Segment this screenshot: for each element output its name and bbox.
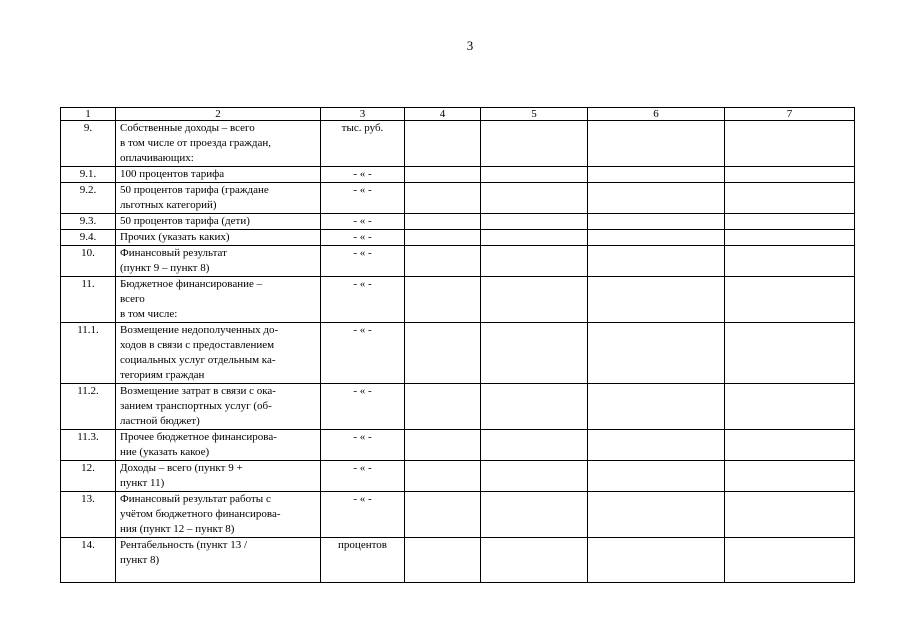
row-number: 13. xyxy=(61,492,116,538)
row-unit: - « - xyxy=(321,492,405,538)
row-number: 10. xyxy=(61,246,116,277)
table-row xyxy=(61,323,855,384)
empty-value-cell xyxy=(588,323,725,384)
row-unit: - « - xyxy=(321,461,405,492)
empty-value-cell xyxy=(405,430,481,461)
empty-value-cell xyxy=(405,214,481,230)
column-header: 4 xyxy=(405,108,481,121)
row-number: 9. xyxy=(61,121,116,167)
empty-value-cell xyxy=(405,384,481,430)
column-header: 6 xyxy=(588,108,725,121)
row-name: Бюджетное финансирование – всего в том числе: xyxy=(116,277,321,323)
empty-value-cell xyxy=(588,430,725,461)
empty-value-cell xyxy=(405,461,481,492)
row-unit: - « - xyxy=(321,430,405,461)
table-row xyxy=(61,246,855,277)
row-name: Прочих (указать каких) xyxy=(116,230,321,246)
row-number: 9.2. xyxy=(61,183,116,214)
row-unit: тыс. руб. xyxy=(321,121,405,167)
empty-value-cell xyxy=(481,167,588,183)
row-number: 11. xyxy=(61,277,116,323)
row-name: Рентабельность (пункт 13 / пункт 8) xyxy=(116,538,321,583)
empty-value-cell xyxy=(481,214,588,230)
table-row xyxy=(61,277,855,323)
empty-value-cell xyxy=(481,277,588,323)
empty-value-cell xyxy=(405,230,481,246)
empty-value-cell xyxy=(481,384,588,430)
row-unit: - « - xyxy=(321,277,405,323)
empty-value-cell xyxy=(481,323,588,384)
empty-value-cell xyxy=(405,121,481,167)
report-table xyxy=(60,107,855,583)
empty-value-cell xyxy=(725,214,855,230)
empty-value-cell xyxy=(725,430,855,461)
row-number: 9.3. xyxy=(61,214,116,230)
empty-value-cell xyxy=(405,167,481,183)
table-row xyxy=(61,461,855,492)
row-unit: - « - xyxy=(321,323,405,384)
page-number: 3 xyxy=(466,38,474,53)
row-name: Собственные доходы – всего в том числе от проезда граждан, оплачивающих: xyxy=(116,121,321,167)
empty-value-cell xyxy=(725,461,855,492)
row-number: 9.4. xyxy=(61,230,116,246)
empty-value-cell xyxy=(588,277,725,323)
row-name: 50 процентов тарифа (дети) xyxy=(116,214,321,230)
empty-value-cell xyxy=(588,384,725,430)
empty-value-cell xyxy=(481,492,588,538)
empty-value-cell xyxy=(588,230,725,246)
table-row xyxy=(61,167,855,183)
empty-value-cell xyxy=(588,461,725,492)
empty-value-cell xyxy=(725,538,855,583)
empty-value-cell xyxy=(725,121,855,167)
row-name: 50 процентов тарифа (граждане льготных категорий) xyxy=(116,183,321,214)
column-header: 2 xyxy=(116,108,321,121)
table-row xyxy=(61,492,855,538)
row-name: Прочее бюджетное финансирова- ние (указать какое) xyxy=(116,430,321,461)
empty-value-cell xyxy=(405,492,481,538)
empty-value-cell xyxy=(405,246,481,277)
empty-value-cell xyxy=(481,183,588,214)
empty-value-cell xyxy=(481,538,588,583)
empty-value-cell xyxy=(588,214,725,230)
empty-value-cell xyxy=(405,323,481,384)
empty-value-cell xyxy=(481,430,588,461)
empty-value-cell xyxy=(405,183,481,214)
empty-value-cell xyxy=(588,121,725,167)
row-unit: - « - xyxy=(321,384,405,430)
row-unit: - « - xyxy=(321,183,405,214)
empty-value-cell xyxy=(725,183,855,214)
table-row xyxy=(61,384,855,430)
row-unit: - « - xyxy=(321,230,405,246)
table-row xyxy=(61,121,855,167)
empty-value-cell xyxy=(588,167,725,183)
empty-value-cell xyxy=(481,121,588,167)
empty-value-cell xyxy=(481,230,588,246)
empty-value-cell xyxy=(405,277,481,323)
row-unit: процентов xyxy=(321,538,405,583)
empty-value-cell xyxy=(725,277,855,323)
empty-value-cell xyxy=(725,492,855,538)
empty-value-cell xyxy=(405,538,481,583)
empty-value-cell xyxy=(588,246,725,277)
empty-value-cell xyxy=(588,492,725,538)
row-number: 11.1. xyxy=(61,323,116,384)
column-header: 5 xyxy=(481,108,588,121)
column-header: 7 xyxy=(725,108,855,121)
row-unit: - « - xyxy=(321,214,405,230)
column-header: 3 xyxy=(321,108,405,121)
empty-value-cell xyxy=(481,461,588,492)
row-unit: - « - xyxy=(321,246,405,277)
table-row xyxy=(61,183,855,214)
row-name: 100 процентов тарифа xyxy=(116,167,321,183)
table-row xyxy=(61,538,855,583)
table-row xyxy=(61,230,855,246)
row-number: 11.3. xyxy=(61,430,116,461)
empty-value-cell xyxy=(725,167,855,183)
column-number-row xyxy=(61,108,855,121)
row-name: Доходы – всего (пункт 9 + пункт 11) xyxy=(116,461,321,492)
row-number: 11.2. xyxy=(61,384,116,430)
empty-value-cell xyxy=(725,246,855,277)
empty-value-cell xyxy=(588,183,725,214)
row-name: Возмещение затрат в связи с ока- занием транспортных услуг (об- ластной бюджет) xyxy=(116,384,321,430)
empty-value-cell xyxy=(725,323,855,384)
row-name: Финансовый результат (пункт 9 – пункт 8) xyxy=(116,246,321,277)
empty-value-cell xyxy=(725,230,855,246)
empty-value-cell xyxy=(588,538,725,583)
row-name: Возмещение недополученных до- ходов в связи с предоставлением социальных услуг отдельным ка- тегориям граждан xyxy=(116,323,321,384)
row-number: 12. xyxy=(61,461,116,492)
empty-value-cell xyxy=(481,246,588,277)
column-header: 1 xyxy=(61,108,116,121)
empty-value-cell xyxy=(725,384,855,430)
table-row xyxy=(61,430,855,461)
table-row xyxy=(61,214,855,230)
row-number: 14. xyxy=(61,538,116,583)
row-name: Финансовый результат работы с учётом бюджетного финансирова- ния (пункт 12 – пункт 8) xyxy=(116,492,321,538)
row-unit: - « - xyxy=(321,167,405,183)
row-number: 9.1. xyxy=(61,167,116,183)
